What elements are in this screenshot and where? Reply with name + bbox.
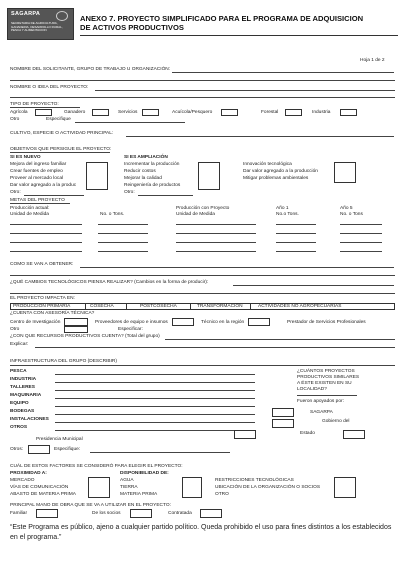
impacta-divider-4 (250, 303, 251, 310)
apoyo-especifique: Especifique: (54, 447, 81, 452)
mano-socios: De los socios (92, 511, 121, 516)
similares-q4: LOCALIDAD? (297, 387, 327, 392)
obj-otro-2: Dar valor agregado a la producción (243, 169, 318, 174)
obj-nuevo-1: Mejora del ingreso familiar (10, 162, 67, 167)
apoyo-especifique-field[interactable] (90, 452, 230, 453)
apoyo-estado-box[interactable] (343, 430, 365, 439)
explicar-field[interactable] (35, 347, 395, 348)
page-number: Hoja 1 de 2 (360, 58, 385, 63)
infra-industria: INDUSTRIA (10, 377, 37, 382)
obj-otro-field-2[interactable] (138, 195, 193, 196)
infra-pesca: PESCA (10, 369, 27, 374)
apoyo-sagarpa: SAGARPA (310, 410, 333, 415)
factores-heading: CUÁL DE ESTOS FACTORES SE CONSIDERÓ PARA ELEGIR EL PROYECTO: (10, 464, 183, 469)
obj-otro-label-2: Otro: (124, 190, 135, 195)
impacta-no-agro[interactable]: ACTIVIDADES NO AGROPECUARIAS (258, 304, 342, 309)
sagarpa-logo (7, 8, 74, 40)
prod-actual-label: Producción actual: (10, 206, 50, 211)
title-divider (80, 35, 398, 36)
factor-ubicacion: UBICACIÓN DE LA ORGANIZACIÓN O SOCIOS (215, 485, 321, 490)
metas-row2-c1[interactable] (10, 233, 82, 234)
title-line-2: DE ACTIVOS PRODUCTIVOS (80, 23, 184, 32)
unidad-label-1: Unidad de Medida (10, 212, 49, 217)
seal-icon (56, 11, 68, 21)
obj-nuevo-3: Proveer al mercado local (10, 176, 64, 181)
factor-abasto: ABASTO DE MATERIA PRIMA (10, 492, 76, 497)
metas-row1-c2[interactable] (98, 224, 148, 225)
infra-otros-field[interactable] (55, 430, 255, 431)
tipo-acuicola: Acuícola/Pesquero (172, 110, 213, 115)
metas-row4-c2[interactable] (98, 251, 148, 252)
obj-nuevo-2: Crear fuentes de empleo (10, 169, 63, 174)
solicitante-field-2[interactable] (10, 80, 395, 81)
logo-subtitle: SECRETARIA DE AGRICULTURA, GANADERIA, DESARROLLO RURAL, PESCA Y ALIMENTACION (11, 21, 63, 33)
asesoria-centro: Centro de Investigación (10, 320, 61, 325)
obj-ampl-3: Mejorar la calidad (124, 176, 162, 181)
obj-nuevo-box[interactable] (86, 162, 108, 190)
tipo-servicios-box[interactable] (142, 109, 159, 116)
objetivos-underline (10, 152, 110, 153)
infra-heading: INFRAESTRUCTURA DEL GRUPO (DESCRIBIR) (10, 359, 117, 364)
metas-row3-c5[interactable] (340, 242, 382, 243)
similares-q1: ¿CUÁNTOS PROYECTOS (297, 369, 355, 374)
recursos-field[interactable] (165, 339, 395, 340)
asesoria-centro-box[interactable] (64, 318, 88, 326)
tipo-industria-box[interactable] (340, 109, 357, 116)
obj-col3-box[interactable] (334, 162, 356, 183)
tipo-servicios: Servicios (118, 110, 138, 115)
infra-equipo: EQUIPO (10, 401, 29, 406)
tipo-ganadero-box[interactable] (92, 109, 109, 116)
metas-heading: METAS DEL PROYECTO (10, 198, 65, 203)
metas-row2-c2[interactable] (98, 233, 148, 234)
mano-socios-box[interactable] (130, 509, 152, 518)
asesoria-tecnico: Técnico en la región (201, 320, 245, 325)
impacta-divider-2 (126, 303, 127, 310)
similares-field[interactable] (297, 395, 357, 396)
tipo-forestal: Forestal (261, 110, 279, 115)
impacta-divider-3 (190, 303, 191, 310)
mano-familiar: Familiar (10, 511, 28, 516)
si-ampliacion-label: SI ES AMPLIACIÓN (124, 155, 168, 160)
infra-maquinaria-field[interactable] (55, 398, 255, 399)
objetivos-heading: OBJETIVOS QUE PERSIGUE EL PROYECTO: (10, 147, 112, 152)
tipo-acuicola-box[interactable] (221, 109, 238, 116)
asesoria-prestador: Prestador de Servicios Profesionales (287, 320, 366, 325)
factor-col3-box[interactable] (334, 477, 356, 498)
infra-bodegas: BODEGAS (10, 409, 35, 414)
no-tons-label-3: No. o Tons (340, 212, 363, 217)
impacta-postcosecha[interactable]: POSTCOSECHA (140, 304, 177, 309)
obj-otro-field-1[interactable] (24, 195, 84, 196)
infra-industria-field[interactable] (55, 382, 255, 383)
legal-footer: “Este Programa es público, ajeno a cualquier partido político. Queda prohibido el uso para fines distintos a los establecidos en el programa.” (10, 524, 392, 541)
factor-col2-box[interactable] (182, 477, 202, 498)
asesoria-otro: Otro (10, 327, 20, 332)
metas-row3-c3[interactable] (176, 242, 256, 243)
factor-restricciones: RESTRICCIONES TECNOLÓGICAS (215, 478, 294, 483)
metas-row4-c1[interactable] (10, 251, 82, 252)
impacta-transformacion[interactable]: TRANSFORMACIÓN (197, 304, 243, 309)
unidad-label-2: Unidad de Medida (176, 212, 215, 217)
anio5-label: Año 5 (340, 206, 353, 211)
metas-row1-c4[interactable] (276, 224, 316, 225)
metas-row4-c4[interactable] (276, 251, 316, 252)
infra-equipo-field[interactable] (55, 406, 255, 407)
si-nuevo-label: SI ES NUEVO (10, 155, 41, 160)
metas-row2-c3[interactable] (176, 233, 256, 234)
metas-row3-c4[interactable] (276, 242, 316, 243)
metas-underline (10, 203, 70, 204)
mano-contratada-box[interactable] (200, 509, 222, 518)
obj-ampl-box[interactable] (198, 162, 220, 190)
solicitante-field[interactable] (172, 72, 394, 73)
obj-ampl-2: Reducir costos (124, 169, 156, 174)
apoyo-gobierno: Gobierno del (322, 419, 350, 424)
recursos-label: ¿CON QUE RECURSOS PRODUCTIVOS CUENTA? (Total del grupo) (10, 334, 160, 339)
apoyo-estado: Estado (300, 431, 315, 436)
cambios-label: ¿QUÉ CAMBIOS TECNOLÓGICOS PIENSA REALIZAR? (Cambios en la forma de producir): (10, 280, 209, 285)
nombre-idea-field-2[interactable] (10, 97, 395, 98)
obj-nuevo-4: Dar valor agregado a la produc (10, 183, 77, 188)
infra-rule (10, 365, 395, 366)
metas-row3-c1[interactable] (10, 242, 82, 243)
logo-name: SAGARPA (11, 11, 41, 17)
tipo-especifique-field[interactable] (75, 122, 185, 123)
obj-ampl-1: Incrementar la producción (124, 162, 180, 167)
proximidad-label: PROXIMIDAD A: (10, 471, 47, 476)
tipo-label: TIPO DE PROYECTO: (10, 102, 59, 107)
infra-talleres-field[interactable] (55, 390, 255, 391)
apoyo-presidencia: Presidencia Municipal (36, 437, 83, 442)
infra-instalaciones: INSTALACIONES (10, 417, 49, 422)
obj-otro-1: Innovación tecnológica (243, 162, 292, 167)
tipo-forestal-box[interactable] (285, 109, 302, 116)
solicitante-label: NOMBRE DEL SOLICITANTE, GRUPO DE TRABAJO U ORGANIZACIÓN: (10, 67, 171, 72)
anio1-label: Año 1 (276, 206, 289, 211)
cultivo-label: CULTIVO, ESPECIE O ACTIVIDAD PRINCIPAL: (10, 131, 114, 136)
como-obtener-field-2[interactable] (10, 275, 395, 276)
tipo-ganadero: Ganadero (64, 110, 86, 115)
metas-row4-c3[interactable] (176, 251, 256, 252)
factor-agua: AGUA (120, 478, 134, 483)
asesoria-especificar: Especificar: (118, 327, 143, 332)
tipo-especifique: Especifique (46, 117, 71, 122)
title-line-1: ANEXO 7. PROYECTO SIMPLIFICADO PARA EL PROGRAMA DE ADQUISICION (80, 14, 364, 23)
form-title (80, 14, 363, 32)
similares-q3: A ÉSTE EXISTEN EN SU (297, 381, 352, 386)
infra-maquinaria: MAQUINARIA (10, 393, 42, 398)
metas-row4-c5[interactable] (340, 251, 382, 252)
mano-obra-heading: PRINCIPAL MANO DE OBRA QUE SE VA A UTILIZAR EN EL PROYECTO: (10, 503, 171, 508)
obj-otro-label-1: Otro: (10, 190, 21, 195)
cultivo-field[interactable] (126, 136, 394, 137)
como-obtener-field[interactable] (80, 267, 394, 268)
no-tons-label-2: No.o Tons. (276, 212, 299, 217)
impacta-cosecha[interactable]: COSECHA (90, 304, 114, 309)
factor-mercado: MERCADO (10, 478, 35, 483)
cambios-field[interactable] (233, 285, 394, 286)
tipo-agricola-box[interactable] (35, 109, 52, 116)
como-obtener-label: COMO SE VAN A OBTENER: (10, 262, 74, 267)
mano-familiar-box[interactable] (36, 509, 58, 518)
metas-row3-c2[interactable] (98, 242, 148, 243)
metas-row2-c5[interactable] (340, 233, 382, 234)
obj-otro-3: Mitigar problemas ambientales (243, 176, 309, 181)
factor-tierra: TIERRA (120, 485, 138, 490)
obj-ampl-4: Reingeniería de productos (124, 183, 181, 188)
metas-row1-c5[interactable] (340, 224, 382, 225)
disponibilidad-label: DISPONIBILIDAD DE: (120, 471, 169, 476)
infra-talleres: TALLERES (10, 385, 35, 390)
infra-otros: OTROS (10, 425, 28, 430)
metas-row1-c3[interactable] (176, 224, 256, 225)
infra-bodegas-field[interactable] (55, 414, 255, 415)
apoyo-otros-box[interactable] (28, 445, 50, 454)
apoyo-sagarpa-box[interactable] (272, 408, 294, 417)
no-tons-label-1: No. o Tons. (100, 212, 125, 217)
mano-contratada: Contratada (168, 511, 192, 516)
asesoria-heading: ¿CUENTA CON ASESORÍA TÉCNICA? (10, 311, 95, 316)
asesoria-otro-box[interactable] (64, 326, 88, 333)
tipo-underline (10, 107, 80, 108)
asesoria-tecnico-box[interactable] (248, 318, 270, 326)
metas-row2-c4[interactable] (276, 233, 316, 234)
similares-q2: PRODUCTIVOS SIMILARES (297, 375, 360, 380)
metas-row1-c1[interactable] (10, 224, 82, 225)
cambios-field-2[interactable] (10, 293, 395, 294)
factor-materia: MATERIA PRIMA (120, 492, 158, 497)
apoyo-gobierno-box[interactable] (272, 419, 294, 428)
factor-vias: VÍAS DE COMUNICACIÓN (10, 485, 69, 490)
tipo-otro: Otro (10, 117, 20, 122)
factor-col1-box[interactable] (88, 477, 110, 498)
factor-otro: OTRO (215, 492, 229, 497)
tipo-industria: Industria (312, 110, 331, 115)
prod-proyecto-label: Producción con Proyecto (176, 206, 230, 211)
apoyados-label: Fueron apoyados por: (297, 399, 344, 404)
apoyo-otros: Otros: (10, 447, 24, 452)
impacta-divider-1 (85, 303, 86, 310)
explicar-label: Explicar: (10, 342, 29, 347)
nombre-idea-label: NOMBRE O IDEA DEL PROYECTO: (10, 85, 89, 90)
apoyo-presidencia-box[interactable] (234, 430, 256, 439)
impacta-heading: EL PROYECTO IMPACTA EN: (10, 296, 75, 301)
tipo-agricola: Agrícola (10, 110, 28, 115)
asesoria-proveedores: Proveedores de equipo e insumos (95, 320, 168, 325)
infra-instalaciones-field[interactable] (55, 422, 255, 423)
infra-pesca-field[interactable] (55, 374, 255, 375)
impacta-primaria[interactable]: PRODUCCIÓN PRIMARIA (13, 304, 71, 309)
asesoria-proveedores-box[interactable] (172, 318, 194, 326)
nombre-idea-field[interactable] (95, 90, 395, 91)
